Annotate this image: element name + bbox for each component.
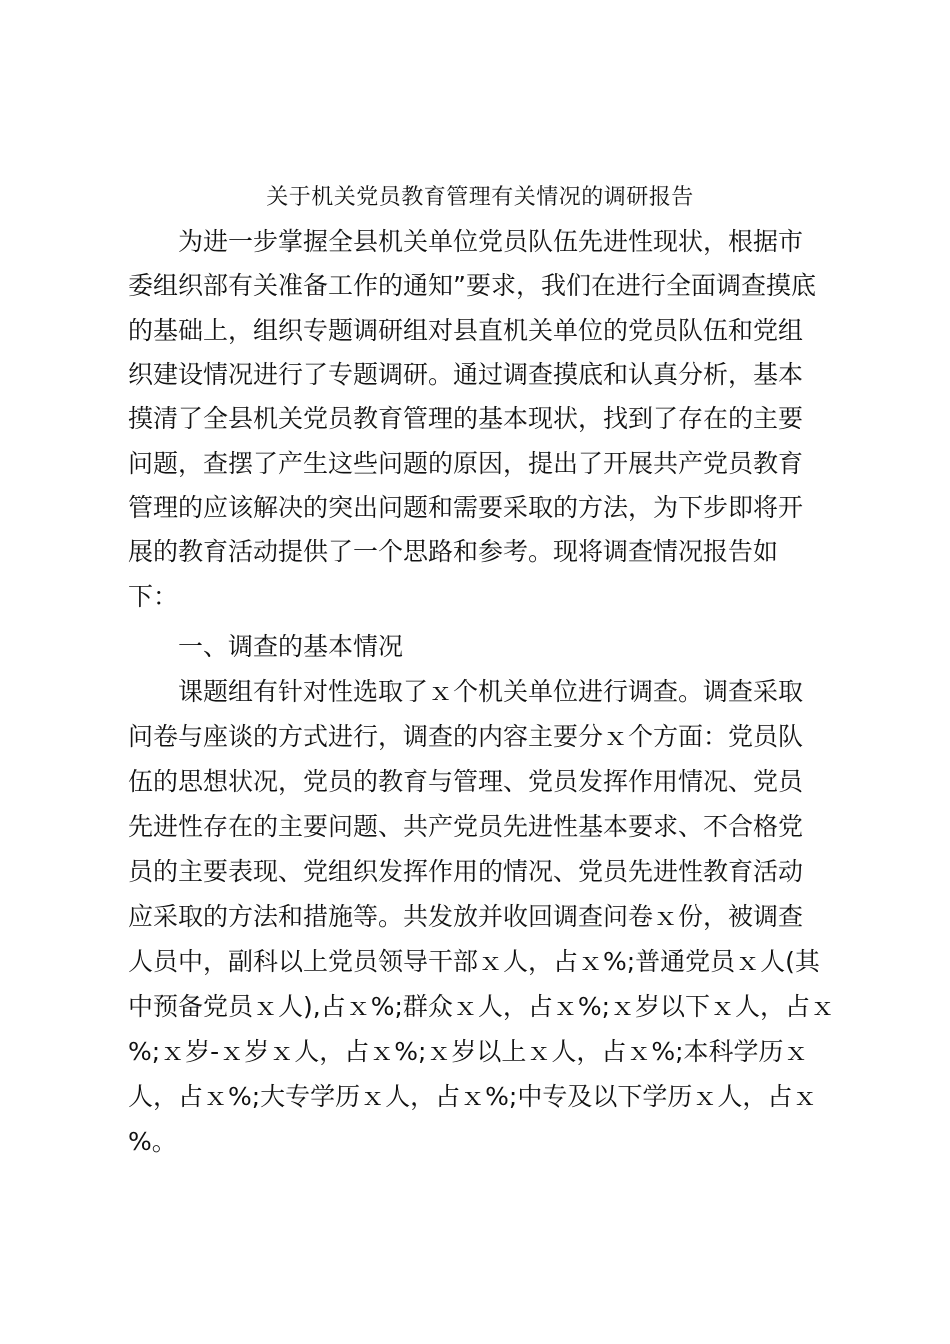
paragraph-line: 下： [128, 582, 179, 611]
paragraph-line: 管理的应该解决的突出问题和需要采取的方法，为下步即将开 [128, 493, 804, 522]
paragraph-line: 的基础上，组织专题调研组对县直机关单位的党员队伍和党组 [128, 316, 804, 345]
paragraph-line: 摸清了全县机关党员教育管理的基本现状，找到了存在的主要 [128, 404, 804, 433]
paragraph-line: 委组织部有关准备工作的通知”要求，我们在进行全面调查摸底 [128, 271, 816, 300]
document-title: 关于机关党员教育管理有关情况的调研报告 [266, 185, 694, 210]
paragraph-line: 员的主要表现、党组织发挥作用的情况、党员先进性教育活动 [128, 857, 804, 886]
paragraph-line: 先进性存在的主要问题、共产党员先进性基本要求、不合格党 [128, 812, 804, 841]
paragraph-line: 织建设情况进行了专题调研。通过调查摸底和认真分析，基本 [128, 360, 804, 389]
paragraph-line: %。 [128, 1127, 177, 1156]
paragraph-line: %;ｘ岁-ｘ岁ｘ人，占ｘ%;ｘ岁以上ｘ人，占ｘ%;本科学历ｘ [128, 1037, 809, 1066]
paragraph-line: 中预备党员ｘ人),占ｘ%;群众ｘ人，占ｘ%;ｘ岁以下ｘ人，占ｘ [128, 992, 836, 1021]
section-heading: 一、调查的基本情况 [178, 632, 404, 661]
paragraph-line: 为进一步掌握全县机关单位党员队伍先进性现状，根据市 [178, 227, 804, 256]
paragraph-line: 课题组有针对性选取了ｘ个机关单位进行调查。调查采取 [178, 677, 804, 706]
paragraph-line: 人员中，副科以上党员领导干部ｘ人，占ｘ%;普通党员ｘ人(其 [128, 947, 820, 976]
paragraph-line: 伍的思想状况，党员的教育与管理、党员发挥作用情况、党员 [128, 767, 804, 796]
paragraph-line: 应采取的方法和措施等。共发放并收回调查问卷ｘ份，被调查 [128, 902, 804, 931]
paragraph-line: 人，占ｘ%;大专学历ｘ人，占ｘ%;中专及以下学历ｘ人，占ｘ [128, 1082, 818, 1111]
paragraph-line: 展的教育活动提供了一个思路和参考。现将调查情况报告如 [128, 537, 779, 566]
paragraph-line: 问题，查摆了产生这些问题的原因，提出了开展共产党员教育 [128, 449, 804, 478]
paragraph-line: 问卷与座谈的方式进行，调查的内容主要分ｘ个方面：党员队 [128, 722, 804, 751]
